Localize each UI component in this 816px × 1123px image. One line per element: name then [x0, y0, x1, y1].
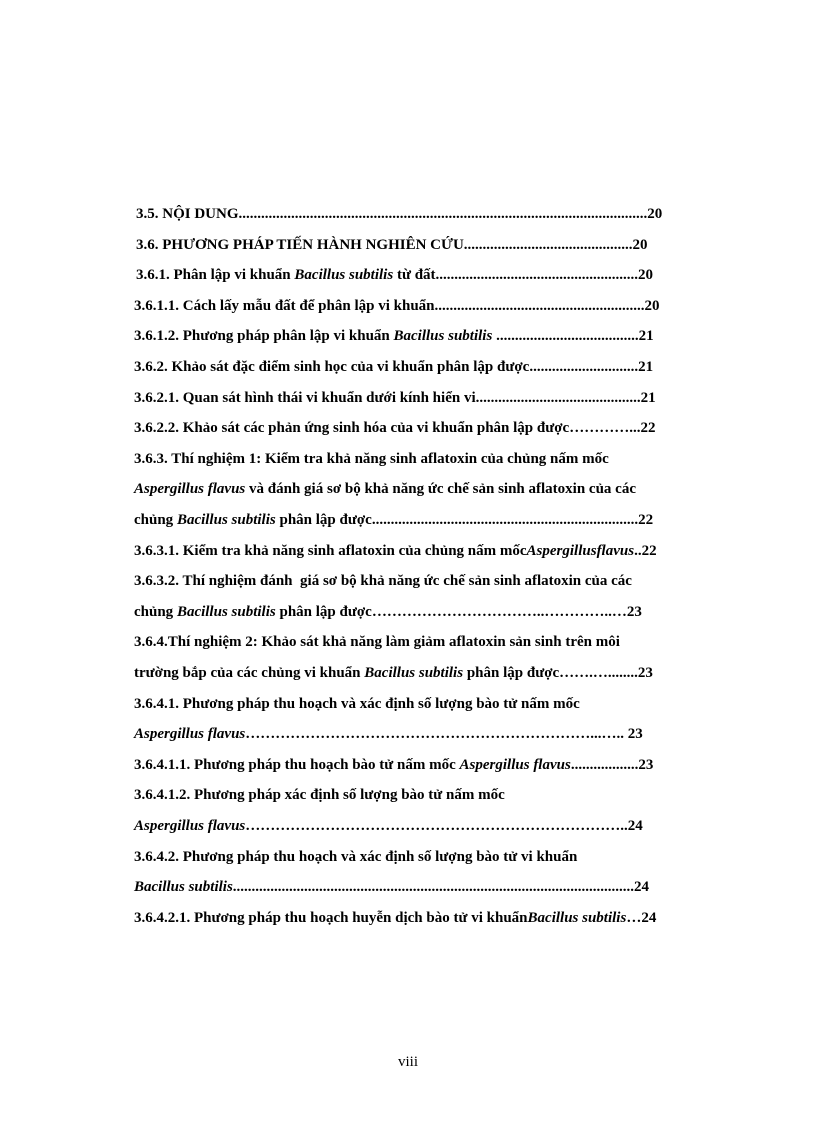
toc-entry — [134, 297, 660, 315]
toc-entry-italic-text: Aspergillus flavus — [134, 481, 246, 498]
toc-entry-text: trường bắp của các chủng vi khuẩn — [134, 665, 365, 681]
toc-entry-italic-text: Bacillus subtilis — [527, 909, 627, 926]
toc-entry-text: 3.6.1.1. Cách lấy mẫu đất để phân lập vi khuẩn........................................................20 — [134, 297, 660, 314]
toc-entry — [134, 572, 632, 590]
toc-entry-text: 3.6.2.1. Quan sát hình thái vi khuẩn dưới kính hiển vi............................................21 — [134, 389, 656, 406]
toc-entry-text: ……………………………………………………………...….. 23 — [245, 726, 643, 743]
toc-entry — [136, 236, 648, 254]
toc-entry — [136, 205, 662, 223]
toc-entry — [134, 419, 655, 437]
toc-entry — [134, 725, 643, 743]
toc-entry-text: ......................................21 — [492, 328, 654, 345]
toc-entry — [134, 848, 577, 866]
toc-entry — [134, 358, 653, 376]
toc-entry-text: 3.6.4.1.2. Phương pháp xác định số lượng bào tử nấm mốc — [134, 787, 505, 804]
toc-entry-text: phân lập được……………………………..…………..…23 — [275, 603, 642, 620]
toc-entry-text: 3.6.3.1. Kiểm tra khả năng sinh aflatoxin của chủng nấm mốc — [134, 542, 527, 559]
toc-entry-italic-text: Bacillus subtilis — [294, 267, 394, 284]
toc-entry-text: phân lập được…….…........23 — [463, 665, 653, 681]
toc-entry — [134, 878, 649, 896]
toc-entry — [134, 909, 656, 927]
toc-entry-text: …………………………………………………………………..24 — [245, 818, 643, 834]
toc-entry-text: 3.6.4.2.1. Phương pháp thu hoạch huyễn dịch bào tử vi khuẩn — [134, 909, 528, 926]
toc-entry — [134, 633, 620, 651]
toc-entry-text: 3.6. PHƯƠNG PHÁP TIẾN HÀNH NGHIÊN CỨU.............................................20 — [136, 236, 648, 253]
toc-entry-text: …24 — [626, 909, 657, 926]
toc-entry-italic-text: Bacillus subtilis — [176, 603, 276, 620]
toc-entry — [134, 480, 636, 498]
toc-entry-text: 3.6.1.2. Phương pháp phân lập vi khuẩn — [134, 328, 394, 345]
toc-entry-text: 3.6.4.2. Phương pháp thu hoạch và xác định số lượng bào tử vi khuẩn — [134, 848, 578, 865]
toc-entry-italic-text: Aspergillusflavus — [526, 542, 635, 559]
toc-entry-text: 3.6.3.2. Thí nghiệm đánh giá sơ bộ khả năng ức chế sản sinh aflatoxin của các — [134, 573, 632, 590]
toc-entry-italic-text: Aspergillus flavus — [134, 818, 246, 834]
toc-entry — [134, 603, 642, 621]
toc-entry-text: 3.6.4.Thí nghiệm 2: Khảo sát khả năng làm giảm aflatoxin sản sinh trên môi — [134, 634, 620, 651]
toc-entry-text: phân lập được.......................................................................22 — [275, 512, 654, 528]
toc-entry-text: 3.6.2. Khảo sát đặc điểm sinh học của vi khuẩn phân lập được.............................21 — [134, 359, 654, 375]
toc-entry-italic-text: Bacillus subtilis — [176, 512, 276, 528]
toc-entry-text: 3.6.4.1. Phương pháp thu hoạch và xác định số lượng bào tử nấm mốc — [134, 695, 580, 712]
toc-entry — [134, 695, 580, 713]
toc-entry-text: ...........................................................................................................24 — [232, 879, 650, 896]
toc-entry — [134, 542, 657, 560]
toc-entry — [134, 327, 654, 345]
toc-entry — [134, 664, 653, 682]
toc-entry-text: 3.6.3. Thí nghiệm 1: Kiểm tra khả năng sinh aflatoxin của chủng nấm mốc — [134, 450, 609, 467]
toc-entry-text: 3.5. NỘI DUNG.............................................................................................................20 — [136, 206, 663, 222]
toc-entry-italic-text: Bacillus subtilis — [393, 328, 493, 345]
toc-entry-text: 3.6.1. Phân lập vi khuẩn — [136, 267, 295, 284]
toc-entry — [134, 817, 643, 835]
toc-entry-text: và đánh giá sơ bộ khả năng ức chế sản sinh aflatoxin của các — [245, 481, 636, 498]
toc-entry-italic-text: Aspergillus flavus — [459, 756, 571, 773]
toc-entry — [134, 786, 505, 804]
toc-entry-text: 3.6.2.2. Khảo sát các phản ứng sinh hóa của vi khuẩn phân lập được…………...22 — [134, 420, 656, 437]
toc-entry-text: từ đất......................................................20 — [393, 267, 654, 284]
toc-entry — [136, 266, 653, 284]
toc-entry — [134, 450, 609, 468]
toc-entry-italic-text: Aspergillus flavus — [134, 726, 246, 743]
toc-entry-text: ..22 — [634, 542, 657, 559]
toc-entry — [134, 389, 656, 407]
toc-entry-italic-text: Bacillus subtilis — [364, 665, 464, 681]
toc-entry — [134, 511, 653, 529]
toc-entry — [134, 756, 653, 774]
toc-entry-italic-text: Bacillus subtilis — [134, 879, 233, 896]
toc-entry-text: chủng — [134, 603, 177, 620]
toc-entry-text: chủng — [134, 512, 177, 528]
page-number: viii — [397, 1054, 418, 1070]
toc-entry-text: ..................23 — [570, 756, 654, 773]
toc-entry-text: 3.6.4.1.1. Phương pháp thu hoạch bào tử nấm mốc — [134, 756, 460, 773]
